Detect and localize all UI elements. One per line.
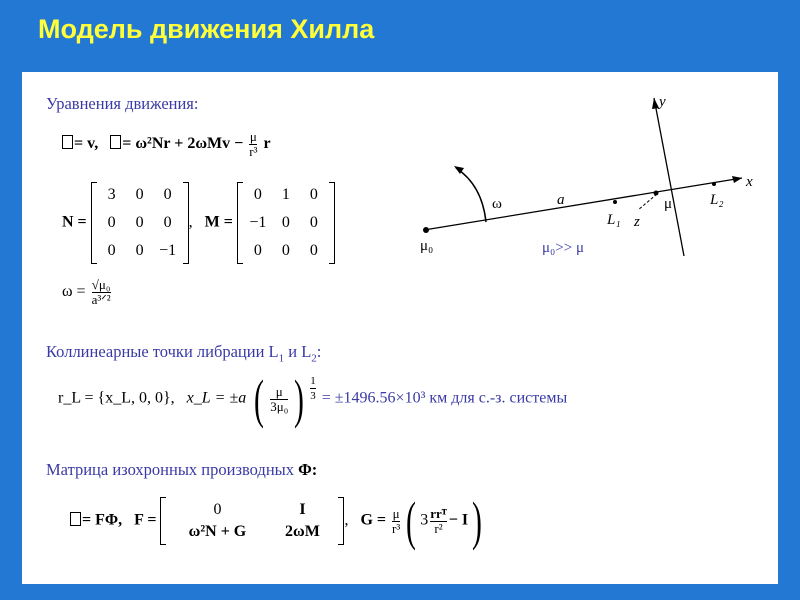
- right-paren: ): [294, 369, 305, 429]
- y-axis-line: [654, 98, 684, 256]
- L2-point: [712, 182, 716, 186]
- y-axis-arrow: [652, 98, 659, 109]
- rL-def: r_L = {x_L, 0, 0},: [58, 389, 175, 407]
- L1-point: [613, 200, 617, 204]
- eq1-part2: = ω²Nr + 2ωMv −: [122, 135, 244, 153]
- omega-fraction: $\frac{\text{√μ₀}}{\text{a³ᐟ²}}$: [91, 277, 111, 307]
- L1-label: L₁: [607, 212, 621, 228]
- x-axis-line: [424, 178, 742, 230]
- G-label: G =: [360, 511, 387, 529]
- G-prefactor: $\frac{\mu}{\text{r³}}$: [392, 505, 401, 536]
- motion-heading: Уравнения движения:: [46, 94, 199, 113]
- mu0-point: [423, 227, 429, 233]
- omega-arc: [456, 168, 486, 222]
- x-axis-arrow: [732, 176, 742, 183]
- z-label: z: [634, 214, 640, 230]
- F-matrix: 0 I ω²N + G 2ωM: [160, 497, 344, 545]
- M-label: M =: [204, 213, 233, 231]
- z-axis-line: [638, 194, 657, 210]
- one-third-power: $\frac{1}{3}$: [310, 375, 316, 402]
- phi-eq: = FΦ,: [82, 511, 123, 529]
- mu0-label: μ₀: [420, 238, 434, 254]
- libration-result: = ±1496.56×10³ км для с.-з. системы: [321, 389, 568, 407]
- mass-relation-label: μ₀>> μ: [542, 240, 584, 256]
- y-label: y: [659, 94, 666, 110]
- G-left-paren: (: [406, 491, 417, 551]
- eq1-part1: = v,: [74, 135, 99, 153]
- libration-equation: [58, 369, 568, 429]
- matrices-NM: N = 3 0 0 0 0 0 0 0 −1 , M = 0 1 0 −1 0 0 0 0 0: [62, 182, 335, 264]
- libration-heading: Коллинеарные точки либрации $L_1$ и $L_2$:: [46, 342, 322, 365]
- motion-equation: [62, 130, 271, 159]
- v-dot-box: [110, 135, 121, 149]
- phi-dot-box: [70, 512, 81, 526]
- G-right-paren: ): [472, 491, 483, 551]
- mu-point: [654, 191, 659, 196]
- L2-label: L₂: [710, 192, 724, 208]
- hill-frame-diagram: [412, 90, 772, 270]
- M-matrix: 0 1 0 −1 0 0 0 0 0: [237, 182, 335, 264]
- slide-title: Модель движения Хилла: [38, 14, 375, 44]
- N-label: N =: [62, 213, 87, 231]
- omega-label: ω: [492, 196, 502, 212]
- content-panel: [22, 72, 778, 584]
- variational-equation: = FΦ, F = 0 I ω²N + G 2ωM , G = $\frac{\mu}{\text{r³}}$ ( 3 $\frac{\text{rrᵀ}}{\text{r²}}$ − I): [70, 496, 486, 546]
- a-label: a: [557, 192, 565, 208]
- xL-symbol: x_L: [186, 389, 211, 407]
- pm-a: = ±a: [214, 389, 247, 407]
- F-label: F =: [134, 511, 157, 529]
- matrix-heading: Матрица изохронных производных Φ:: [46, 460, 318, 479]
- omega-equation: ω = $\frac{\text{√μ₀}}{\text{a³ᐟ²}}$: [62, 277, 111, 307]
- mu-label: μ: [664, 196, 673, 212]
- x-label: x: [746, 174, 753, 190]
- G-inner-fraction: $\frac{\text{rrᵀ}}{\text{r²}}$: [430, 505, 447, 536]
- left-paren: (: [254, 369, 265, 429]
- N-matrix: 3 0 0 0 0 0 0 0 −1: [91, 182, 189, 264]
- r-dot-box: [62, 135, 73, 149]
- mu-over-r3: $\frac{\mu}{\text{r³}}$: [249, 129, 258, 159]
- mu-over-3mu0: $\frac{\mu}{\text{3μ₀}}$: [270, 383, 289, 414]
- eq1-tail: r: [263, 135, 271, 153]
